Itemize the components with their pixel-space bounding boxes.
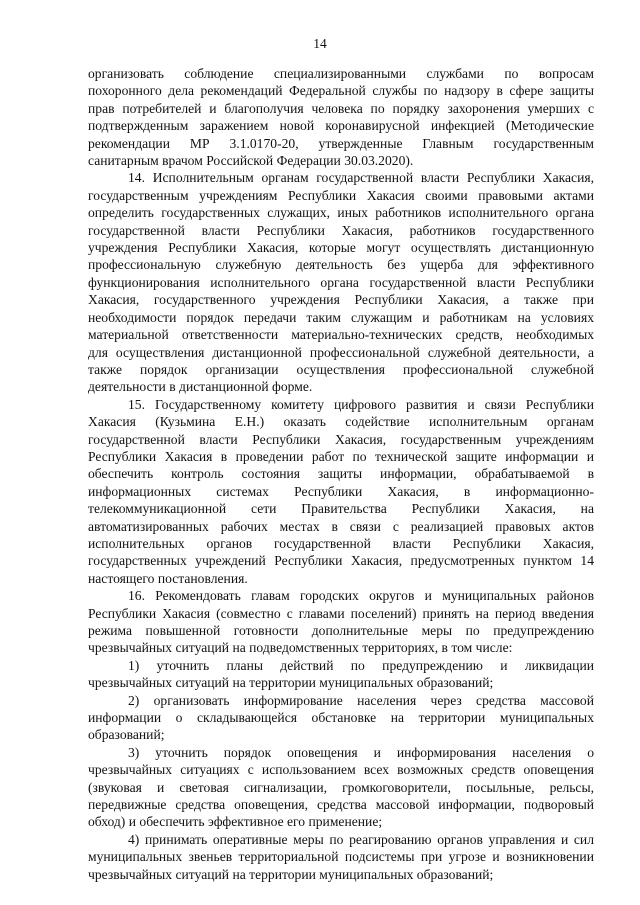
text-line: государственных учреждений Республики Хакасия, предусмотренных пунктом 14 [88, 553, 594, 569]
paragraph [88, 65, 594, 169]
text-line: 14. Исполнительным органам государственной власти Республики Хакасия, [128, 170, 594, 186]
text-line: функционирования исполнительного органа государственной власти Республики [88, 274, 594, 290]
text-line: похоронного дела рекомендаций Федеральной службы по надзору в сфере защиты [88, 83, 594, 99]
text-line: 3) уточнить порядок оповещения и информирования населения о [128, 744, 594, 760]
page-number: 14 [313, 36, 327, 51]
text-line: телекоммуникационной сети Правительства Республики Хакасия, на [88, 501, 594, 517]
document-body [88, 65, 594, 883]
text-line: чрезвычайных ситуаций на территории муниципальных образований; [88, 675, 494, 691]
text-line: чрезвычайных ситуациях с использованием всех возможных средств оповещения [88, 762, 594, 778]
text-line: Хакасия, государственного учреждения Республики Хакасия, а также при [88, 292, 594, 308]
paragraph [88, 169, 594, 395]
text-line: определить государственных служащих, иных работников исполнительного органа [88, 205, 594, 221]
text-line: рекомендации МР 3.1.0170-20, утвержденные Главным государственным [88, 135, 594, 151]
text-line: автоматизированных рабочих местах в связи с реализацией правовых актов [88, 518, 594, 534]
paragraph [88, 587, 594, 657]
text-line: организовать соблюдение специализированными службами по вопросам [88, 66, 594, 81]
paragraph [88, 657, 594, 692]
text-line: деятельности в дистанционной форме. [88, 379, 313, 395]
text-line: Республики Хакасия в проведении работ по технической защите информации и [88, 448, 594, 464]
text-line: Хакасия (Кузьмина Е.Н.) оказать содействие исполнительным органам [88, 414, 594, 430]
text-line: необходимости порядок передачи таким служащим и работникам на условиях [88, 309, 594, 325]
text-line: государственным учреждениям Республики Хакасия своими правовыми актами [88, 187, 594, 203]
text-line: для осуществления дистанционной профессиональной служебной деятельности, а [88, 344, 594, 360]
text-line: санитарным врачом Российской Федерации 30.03.2020). [88, 153, 414, 169]
text-line: подтвержденным заражением новой коронавирусной инфекцией (Методические [88, 118, 594, 134]
text-line: информационных системах Республики Хакасия, в информационно- [88, 483, 594, 499]
text-line: обеспечить контроль состояния защиты информации, обрабатываемой в [88, 466, 594, 482]
text-line: 1) уточнить планы действий по предупреждению и ликвидации [128, 657, 594, 673]
text-line: учреждения Республики Хакасия, которые могут осуществлять дистанционную [88, 240, 594, 256]
text-line: 16. Рекомендовать главам городских округов и муниципальных районов [128, 588, 594, 604]
text-line: обход) и обеспечить эффективное его применение; [88, 814, 383, 830]
text-line: исполнительных органов государственной власти Республики Хакасия, [88, 535, 594, 551]
text-line: настоящего постановления. [88, 570, 248, 586]
text-line: 2) организовать информирование населения через средства массовой [128, 692, 594, 708]
paragraph [88, 744, 594, 831]
paragraph [88, 396, 594, 587]
text-line: Республики Хакасия (совместно с главами поселений) принять на период введения [88, 605, 594, 621]
text-line: 4) принимать оперативные меры по реагированию органов управления и сил [128, 831, 594, 847]
text-line: материальной ответственности материально-технических средств, необходимых [88, 327, 594, 343]
text-line: муниципальных звеньев территориальной подсистемы при угрозе и возникновении [88, 849, 594, 865]
text-line: образований; [88, 727, 165, 743]
text-line: информации о складывающейся обстановке на территории муниципальных [88, 710, 594, 726]
text-line: государственной власти Республики Хакасия, работников государственного [88, 222, 594, 238]
text-line: также порядок организации осуществления профессиональной служебной [88, 361, 594, 377]
text-line: режима повышенной готовности дополнительные меры по предупреждению [88, 623, 594, 638]
text-line: прав потребителей и благополучия человека по порядку захоронения умерших с [88, 100, 594, 116]
paragraph [88, 692, 594, 744]
text-line: чрезвычайных ситуаций на территории муниципальных образований; [88, 866, 494, 882]
text-line: 15. Государственному комитету цифрового развития и связи Республики [128, 396, 594, 412]
text-line: профессиональную служебную деятельность без ущерба для эффективного [88, 257, 594, 273]
text-line: (звуковая и световая сигнализации, громкоговорители, посыльные, рельсы, [88, 779, 594, 795]
text-line: чрезвычайных ситуаций на подведомственных территориях, в том числе: [88, 640, 513, 656]
text-line: государственной власти Республики Хакасия, государственным учреждениям [88, 431, 594, 447]
paragraph [88, 831, 594, 883]
text-line: передвижные средства оповещения, средства массовой информации, подворовый [88, 797, 594, 813]
